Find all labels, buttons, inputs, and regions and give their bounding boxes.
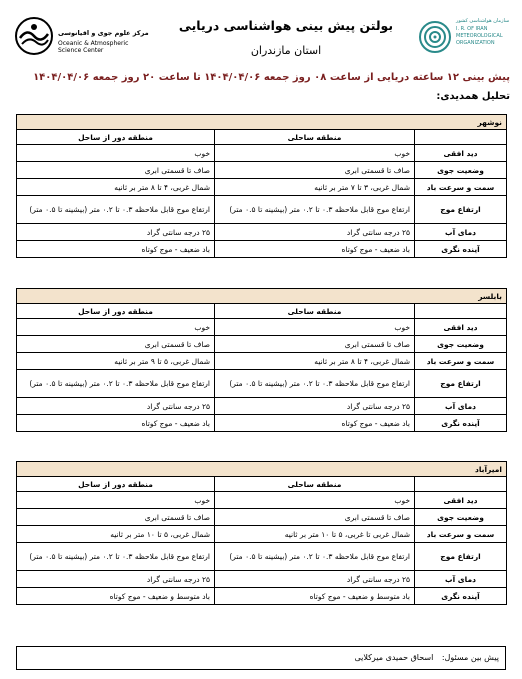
- coastal-zone-header: منطقه ساحلی: [215, 130, 415, 145]
- parameter-label: سمت و سرعت باد: [415, 526, 507, 543]
- table-row: [17, 415, 507, 432]
- coastal-value: صاف تا قسمتی ابری: [215, 162, 415, 179]
- coastal-value: شمال غربی، ۳ تا ۷ متر بر ثانیه: [215, 179, 415, 196]
- parameter-label: دید افقی: [415, 492, 507, 509]
- header-blank-cell: [415, 477, 507, 492]
- coastal-value: ارتفاع موج قابل ملاحظه ۰.۳ تا ۰.۲ متر (بیشینه تا ۰.۵ متر): [215, 543, 415, 571]
- parameter-label: دمای آب: [415, 224, 507, 241]
- parameter-label: وضعیت جوی: [415, 162, 507, 179]
- coastal-value: شمال غربی تا غربی، ۵ تا ۱۰ متر بر ثانیه: [215, 526, 415, 543]
- province-name: استان مازندران: [250, 44, 322, 57]
- coastal-zone-header: منطقه ساحلی: [215, 477, 415, 492]
- table-row: [17, 196, 507, 224]
- coastal-value: باد متوسط و ضعیف - موج کوتاه: [215, 588, 415, 605]
- station-row: [17, 289, 507, 304]
- coastal-value: باد ضعیف - موج کوتاه: [215, 241, 415, 258]
- parameter-label: ارتفاع موج: [415, 196, 507, 224]
- responsible-forecaster: [16, 646, 506, 670]
- spiral-icon: [418, 20, 452, 54]
- station-name: امیرآباد: [17, 462, 507, 477]
- parameter-label: آینده نگری: [415, 588, 507, 605]
- table-row: [17, 543, 507, 571]
- column-header-row: [17, 477, 507, 492]
- table-row: [17, 336, 507, 353]
- bulletin-title: بولتن پیش بینی هواشناسی دریایی: [178, 18, 394, 33]
- station-table-babolsar: [16, 288, 507, 432]
- parameter-label: دمای آب: [415, 571, 507, 588]
- station-name: نوشهر: [17, 115, 507, 130]
- right-logo-en2: METEOROLOGICAL: [456, 33, 503, 39]
- station-table-nowshahr: [16, 114, 507, 258]
- offshore-value: شمال غربی، ۵ تا ۱۰ متر بر ثانیه: [17, 526, 215, 543]
- forecast-period-title: پیش بینی ۱۲ ساعته دریایی از ساعت ۰۸ روز جمعه ۱۴۰۴/۰۴/۰۶ تا ساعت ۲۰ روز جمعه ۱۴۰۴/۰۴/۰۶: [33, 72, 510, 83]
- offshore-zone-header: منطقه دور از ساحل: [17, 477, 215, 492]
- coastal-value: ارتفاع موج قابل ملاحظه ۰.۳ تا ۰.۲ متر (بیشینه تا ۰.۵ متر): [215, 196, 415, 224]
- offshore-value: صاف تا قسمتی ابری: [17, 162, 215, 179]
- offshore-value: شمال غربی، ۴ تا ۸ متر بر ثانیه: [17, 179, 215, 196]
- bulletin-header: [10, 6, 512, 70]
- offshore-value: شمال غربی، ۵ تا ۹ متر بر ثانیه: [17, 353, 215, 370]
- table-row: [17, 509, 507, 526]
- coastal-value: ۲۵ درجه سانتی گراد: [215, 571, 415, 588]
- parameter-label: آینده نگری: [415, 415, 507, 432]
- offshore-value: خوب: [17, 492, 215, 509]
- table-row: [17, 162, 507, 179]
- parameter-label: آینده نگری: [415, 241, 507, 258]
- offshore-value: ارتفاع موج قابل ملاحظه ۰.۳ تا ۰.۲ متر (بیشینه تا ۰.۵ متر): [17, 370, 215, 398]
- offshore-value: باد ضعیف - موج کوتاه: [17, 415, 215, 432]
- offshore-value: ۲۵ درجه سانتی گراد: [17, 398, 215, 415]
- station-row: [17, 462, 507, 477]
- forecaster-name: اسحاق حمیدی میرکلایی: [354, 653, 434, 662]
- station-name: بابلسر: [17, 289, 507, 304]
- parameter-label: دید افقی: [415, 145, 507, 162]
- left-logo-en1: Oceanic & Atmospheric: [58, 40, 129, 47]
- column-header-row: [17, 304, 507, 319]
- left-logo-fa: مرکز علوم جوی و اقیانوسی: [58, 29, 149, 37]
- table-row: [17, 492, 507, 509]
- station-row: [17, 115, 507, 130]
- coastal-value: خوب: [215, 492, 415, 509]
- left-logo-en2: Science Center: [58, 47, 104, 54]
- coastal-value: خوب: [215, 319, 415, 336]
- wave-circle-icon: [14, 16, 54, 56]
- offshore-value: باد ضعیف - موج کوتاه: [17, 241, 215, 258]
- parameter-label: سمت و سرعت باد: [415, 353, 507, 370]
- table-row: [17, 319, 507, 336]
- offshore-value: صاف تا قسمتی ابری: [17, 509, 215, 526]
- synoptic-analysis-label: تحلیل همدیدی:: [436, 91, 510, 102]
- parameter-label: سمت و سرعت باد: [415, 179, 507, 196]
- offshore-value: ارتفاع موج قابل ملاحظه ۰.۳ تا ۰.۲ متر (بیشینه تا ۰.۵ متر): [17, 543, 215, 571]
- offshore-value: باد متوسط و ضعیف - موج کوتاه: [17, 588, 215, 605]
- coastal-zone-header: منطقه ساحلی: [215, 304, 415, 319]
- coastal-value: صاف تا قسمتی ابری: [215, 336, 415, 353]
- header-blank-cell: [415, 130, 507, 145]
- offshore-value: ارتفاع موج قابل ملاحظه ۰.۳ تا ۰.۲ متر (بیشینه تا ۰.۵ متر): [17, 196, 215, 224]
- coastal-value: ۲۵ درجه سانتی گراد: [215, 224, 415, 241]
- parameter-label: ارتفاع موج: [415, 370, 507, 398]
- coastal-value: صاف تا قسمتی ابری: [215, 509, 415, 526]
- table-row: [17, 370, 507, 398]
- offshore-value: خوب: [17, 145, 215, 162]
- coastal-value: ارتفاع موج قابل ملاحظه ۰.۳ تا ۰.۲ متر (بیشینه تا ۰.۵ متر): [215, 370, 415, 398]
- table-row: [17, 398, 507, 415]
- table-row: [17, 241, 507, 258]
- parameter-label: ارتفاع موج: [415, 543, 507, 571]
- offshore-value: ۲۵ درجه سانتی گراد: [17, 571, 215, 588]
- parameter-label: دید افقی: [415, 319, 507, 336]
- meteorological-organization-logo: [418, 10, 510, 66]
- offshore-value: ۲۵ درجه سانتی گراد: [17, 224, 215, 241]
- coastal-value: باد ضعیف - موج کوتاه: [215, 415, 415, 432]
- station-table-amirabad: [16, 461, 507, 605]
- offshore-value: خوب: [17, 319, 215, 336]
- coastal-value: خوب: [215, 145, 415, 162]
- right-logo-en1: I. R. OF IRAN: [456, 26, 488, 32]
- offshore-zone-header: منطقه دور از ساحل: [17, 304, 215, 319]
- offshore-zone-header: منطقه دور از ساحل: [17, 130, 215, 145]
- right-logo-fa: سازمان هواشناسی کشور: [456, 18, 510, 24]
- table-row: [17, 588, 507, 605]
- oceanic-center-logo: [10, 8, 160, 68]
- parameter-label: دمای آب: [415, 398, 507, 415]
- table-row: [17, 179, 507, 196]
- header-blank-cell: [415, 304, 507, 319]
- offshore-value: صاف تا قسمتی ابری: [17, 336, 215, 353]
- coastal-value: شمال غربی، ۴ تا ۸ متر بر ثانیه: [215, 353, 415, 370]
- right-logo-en3: ORGANIZATION: [456, 40, 495, 46]
- table-row: [17, 571, 507, 588]
- parameter-label: وضعیت جوی: [415, 336, 507, 353]
- table-row: [17, 224, 507, 241]
- forecaster-label: پیش بین مسئول:: [441, 653, 499, 662]
- column-header-row: [17, 130, 507, 145]
- parameter-label: وضعیت جوی: [415, 509, 507, 526]
- table-row: [17, 526, 507, 543]
- table-row: [17, 353, 507, 370]
- coastal-value: ۲۵ درجه سانتی گراد: [215, 398, 415, 415]
- table-row: [17, 145, 507, 162]
